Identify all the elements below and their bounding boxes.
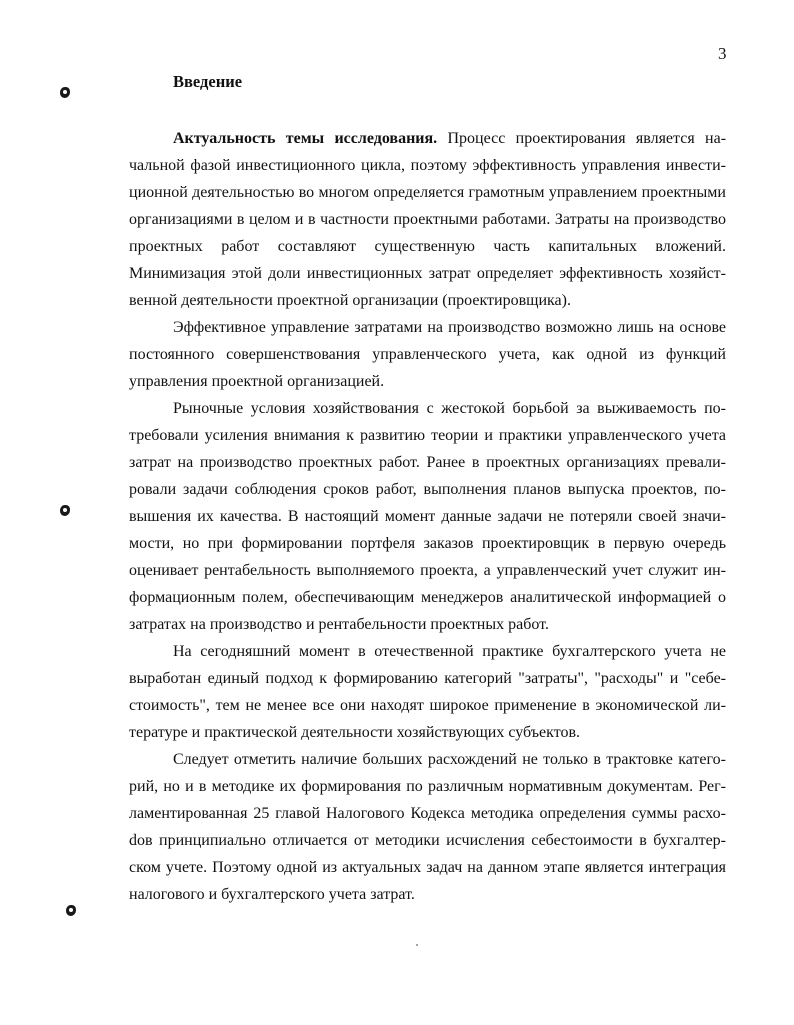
scan-hole-mark	[66, 905, 76, 916]
paragraph: На сегодняшний момент в отечественной практике бухгалтерского учета не выработан единый подход к формированию категорий "затраты", "расходы" и "себестоимость", тем не менее все они находят широкое применение в экономической литературе и практической деятельности хозяйствующих субъектов.	[129, 643, 726, 741]
section-heading: Введение	[173, 72, 243, 91]
paragraph-text: Процесс проектирования является начальной фазой инвестиционного цикла, поэтому эффективность управления инвестиционной деятельностью во многом определяется грамотным управлением проектными организациями в целом и в частности проектными работами. Затраты на производство проектных работ составляют существенную часть капитальных вложений. Минимизация этой доли инвестиционных затрат определяет эффективность хозяйственной деятельности проектной организации (проектировщика).	[129, 130, 727, 309]
scan-hole-mark	[60, 87, 70, 98]
scan-speck	[416, 944, 418, 946]
paragraph: Следует отметить наличие больших расхождений не только в трактовке категорий, но и в методике их формирования по различным нормативным документам. Регламентированная 25 главой Налогового Кодекса методика определения суммы расхоdов принципиально отличается от методики исчисления себестоимости в бухгалтерском учете. Поэтому одной из актуальных задач на данном этапе является интеграция налогового и бухгалтерского учета затрат.	[129, 751, 726, 903]
paragraph: Рыночные условия хозяйствования с жестокой борьбой за выживаемость потребовали усиления внимания к развитию теории и практики управленческого учета затрат на производство проектных работ. Ранее в проектных организациях превалировали задачи соблюдения сроков работ, выполнения планов выпуска проектов, повышения их качества. В настоящий момент данные задачи не потеряли своей значимости, но при формировании портфеля заказов проектировщик в первую очередь оценивает рентабельность выполняемого проекта, а управленческий учет служит информационным полем, обеспечивающим менеджеров аналитической информацией о затратах на производство и рентабельности проектных работ.	[129, 400, 726, 633]
paragraph-lead: Актуальность темы исследования.	[173, 130, 438, 147]
paragraph: Эффективное управление затратами на производство возможно лишь на основе постоянного совершенствования управленческого учета, как одной из функций управления проектной организацией.	[129, 319, 726, 390]
scan-hole-mark	[60, 505, 70, 516]
page-number: 3	[718, 44, 727, 63]
paragraph-relevance	[129, 125, 726, 314]
body-text	[129, 125, 726, 908]
